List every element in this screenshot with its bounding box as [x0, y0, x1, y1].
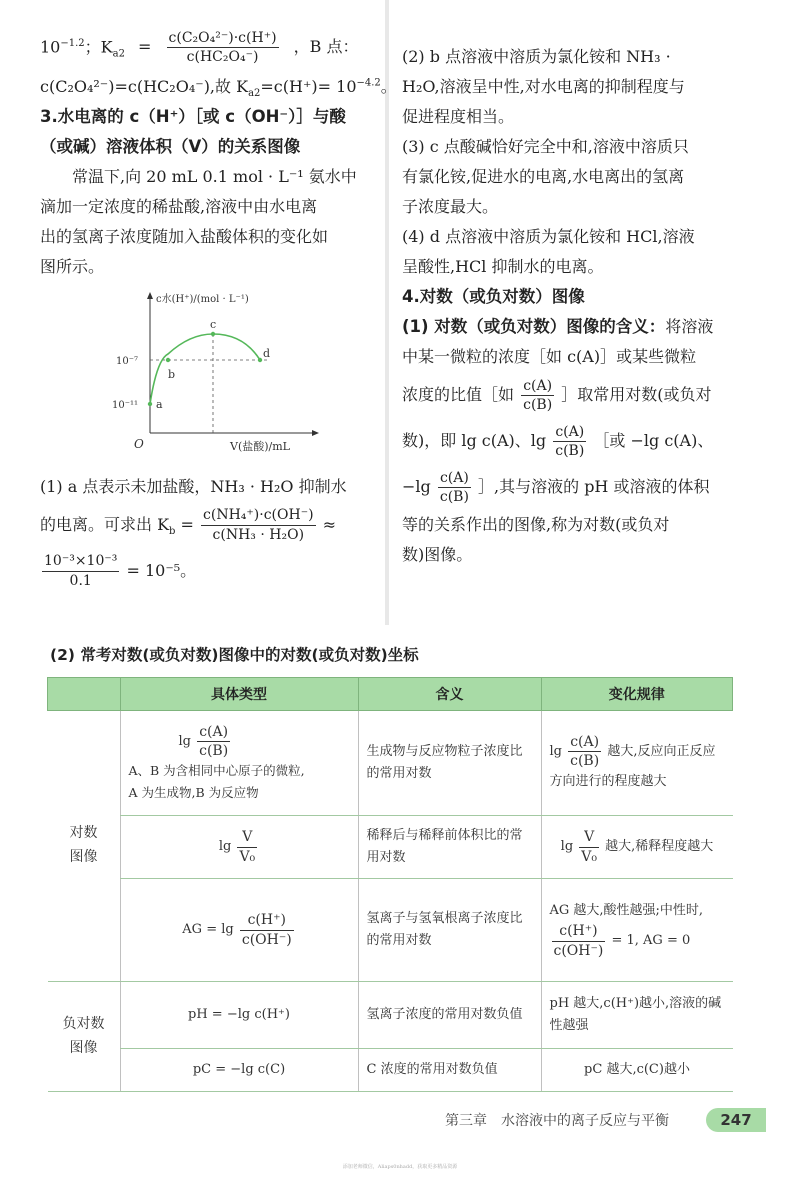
point-b: [166, 358, 170, 362]
label-b: b: [168, 368, 176, 381]
watermark-text: 添加老师微信，Aliaps0nhadd，获取更多精品资源: [342, 1164, 458, 1170]
y-axis-label: c水(H⁺)/(mol · L⁻¹): [156, 294, 249, 305]
meaning-cell: 氢离子与氢氧根离子浓度比的常用对数: [358, 879, 541, 982]
table-header-blank: [48, 678, 121, 711]
point-d: [258, 358, 262, 362]
log-definition-line3: 浓度的比值［如 $\frac{c(A)}{c(B)}$ ］取常用对数(或负对: [402, 377, 712, 413]
type-cell: AG = lg $\frac{c(H^+)}{c(OH^-)}$: [120, 879, 358, 982]
y-tick-1e-7: 10⁻⁷: [116, 356, 139, 367]
chapter-footer: 第三章 水溶液中的离子反应与平衡: [445, 1113, 669, 1129]
meaning-cell: C 浓度的常用对数负值: [358, 1049, 541, 1092]
explain-a-kb: 的电离。可求出 $K_b$ = $\frac{\text{c(NH₄⁺)·c(OH⁻)}}{\text{c(NH₃ · H₂O)}}$ ≈: [40, 507, 337, 543]
formula-ka2: $10^{-1.2}$；$K_{a2}$ = $\frac{\text{c(C₂O₄²⁻)·c(H⁺)}}{\text{c(HC₂O₄⁻)}}$ ，B 点：: [40, 30, 359, 66]
rule-cell: pH 越大,c(H⁺)越小,溶液的碱性越强: [541, 982, 733, 1049]
right-column: [402, 42, 742, 570]
explain-a-result: $\frac{\text{10⁻³×10⁻³}}{0.1}$ = 10⁻⁵。: [44, 553, 197, 589]
left-column: [40, 20, 397, 594]
explain-b: 促进程度相当。: [402, 107, 515, 126]
formula-ka2-b: c(C₂O₄²⁻)=c(HC₂O₄⁻),故 $K_{a2}=c(H^+)= 10^{-4.2}$。: [40, 77, 397, 100]
meaning-cell: 稀释后与稀释前体积比的常用对数: [358, 816, 541, 879]
rule-cell: pC 越大,c(C)越小: [541, 1049, 733, 1092]
paragraph-line: 常温下,向 20 mL 0.1 mol · L⁻¹ 氨水中: [72, 167, 357, 186]
log-definition-line7: 数)图像。: [402, 545, 473, 564]
category-neglog: 负对数 图像: [48, 982, 121, 1092]
log-definition-line1: (1) 对数（或负对数）图像的含义：将溶液: [402, 317, 714, 336]
label-a: a: [156, 398, 163, 411]
type-cell: lg $\frac{V}{\text{V₀}}$: [120, 816, 358, 879]
meaning-cell: 氢离子浓度的常用对数负值: [358, 982, 541, 1049]
explain-d: (4) d 点溶液中溶质为氯化铵和 HCl,溶液: [402, 227, 695, 246]
explain-d: 呈酸性,HCl 抑制水的电离。: [402, 257, 604, 276]
y-tick-1e-11: 10⁻¹¹: [112, 400, 139, 411]
explain-c: (3) c 点酸碱恰好完全中和,溶液中溶质只: [402, 137, 689, 156]
type-cell: pC = −lg c(C): [120, 1049, 358, 1092]
table-header: 具体类型: [120, 678, 358, 711]
point-c: [211, 332, 215, 336]
point-a: [148, 402, 152, 406]
explain-a-line1: (1) a 点表示未加盐酸，NH₃ · H₂O 抑制水: [40, 476, 347, 496]
table-header-row: [48, 678, 733, 711]
log-definition-line5: −lg $\frac{c(A)}{c(B)}$ ］,其与溶液的 pH 或溶液的体积: [402, 469, 710, 505]
explain-c: 子浓度最大。: [402, 197, 499, 216]
page-number: 247: [706, 1108, 766, 1132]
explain-c: 有氯化铵,促进水的电离,水电离出的氢离: [402, 167, 685, 186]
meaning-cell: 生成物与反应物粒子浓度比的常用对数: [358, 711, 541, 816]
type-cell: pH = −lg c(H⁺): [120, 982, 358, 1049]
table-header: 含义: [358, 678, 541, 711]
label-d: d: [263, 347, 271, 360]
origin-label: O: [134, 437, 144, 451]
section3-heading-line2: （或碱）溶液体积（V）的关系图像: [40, 137, 301, 156]
category-log: 对数 图像: [48, 711, 121, 982]
table-row: [48, 711, 733, 816]
explain-b: H₂O,溶液呈中性,对水电离的抑制程度与: [402, 77, 685, 96]
label-c: c: [210, 318, 217, 331]
table-row: [48, 816, 733, 879]
section4-heading: 4.对数（或负对数）图像: [402, 287, 585, 306]
water-ionization-chart: [110, 288, 350, 458]
table-row: [48, 982, 733, 1049]
section2-title: (2) 常考对数(或负对数)图像中的对数(或负对数)坐标: [50, 646, 419, 664]
type-cell: lg $\frac{c(A)}{c(B)}$ A、B 为含相同中心原子的微粒, A 为生成物,B 为反应物: [120, 711, 358, 816]
water-curve: [150, 334, 260, 404]
table-header: 变化规律: [541, 678, 733, 711]
table-row: [48, 1049, 733, 1092]
x-axis-arrow: [312, 430, 319, 436]
paragraph-line: 出的氢离子浓度随加入盐酸体积的变化如: [40, 227, 329, 246]
rule-cell: lg $\frac{c(A)}{c(B)}$ 越大,反应向正反应方向进行的程度越大: [541, 711, 733, 816]
rule-cell: AG 越大,酸性越强;中性时, $\frac{c(H^+)}{c(OH^-)}$ = 1, AG = 0: [541, 879, 733, 982]
log-coordinate-table: [47, 677, 733, 1092]
section3-heading-line1: 3.水电离的 c（H⁺）［或 c（OH⁻）］与酸: [40, 107, 346, 126]
explain-b: (2) b 点溶液中溶质为氯化铵和 NH₃ ·: [402, 47, 671, 66]
paragraph-line: 图所示。: [40, 257, 105, 276]
log-definition-line4: 数)，即 lg c(A)、lg $\frac{c(A)}{c(B)}$ ［或 −lg c(A)、: [402, 423, 714, 459]
log-definition-line6: 等的关系作出的图像,称为对数(或负对: [402, 515, 670, 534]
table-row: [48, 879, 733, 982]
rule-cell: lg $\frac{V}{\text{V₀}}$ 越大,稀释程度越大: [541, 816, 733, 879]
y-axis-arrow: [147, 292, 153, 299]
x-axis-label: V(盐酸)/mL: [230, 440, 290, 453]
paragraph-line: 滴加一定浓度的稀盐酸,溶液中由水电离: [40, 197, 318, 216]
log-definition-line2: 中某一微粒的浓度［如 c(A)］或某些微粒: [402, 347, 697, 366]
